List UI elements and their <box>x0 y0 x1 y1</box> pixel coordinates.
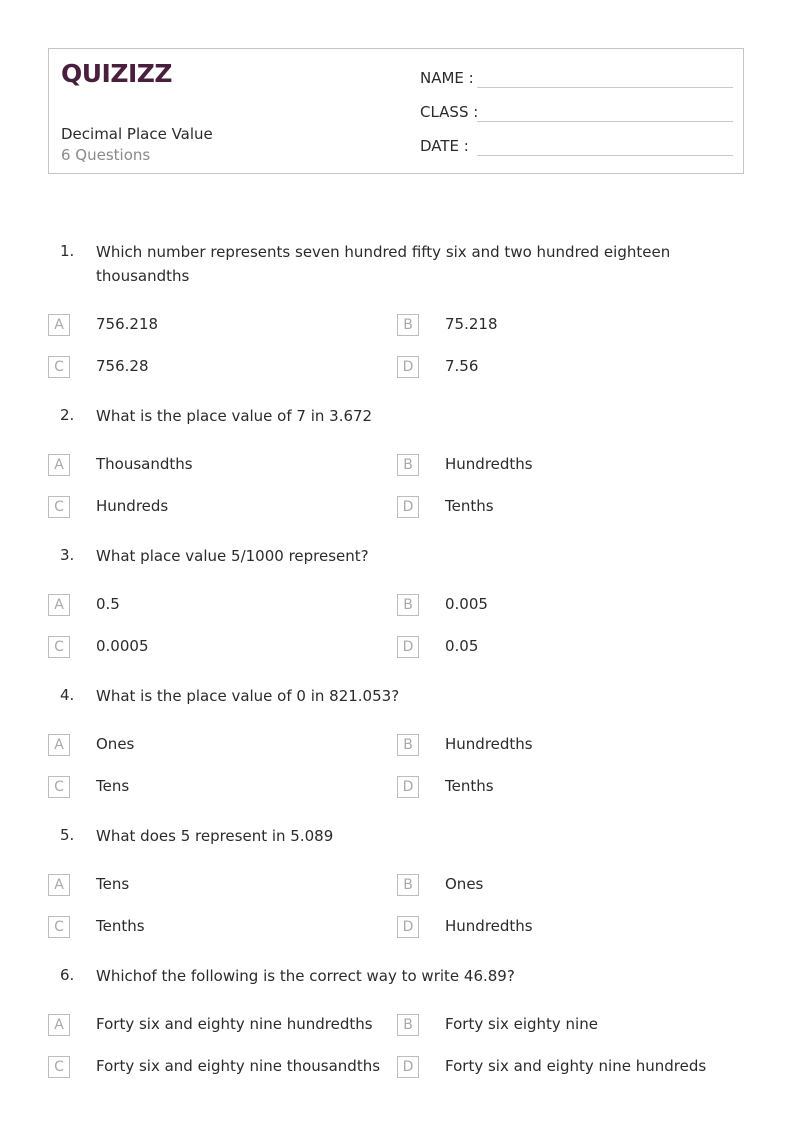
option-text: Hundreds <box>96 497 169 515</box>
option-letter-box: A <box>48 314 70 336</box>
option-letter-box: A <box>48 454 70 476</box>
option-text: Thousandths <box>96 455 193 473</box>
option-text: Hundredths <box>445 455 533 473</box>
option-text: Tens <box>96 875 130 893</box>
option-letter-box: B <box>397 874 419 896</box>
option-text: 7.56 <box>445 357 479 375</box>
option-text: Tenths <box>445 497 494 515</box>
question-count: 6 Questions <box>61 146 151 164</box>
date-line <box>477 155 733 156</box>
option-letter-box: C <box>48 356 70 378</box>
option-letter-box: B <box>397 734 419 756</box>
option-text: Tenths <box>96 917 145 935</box>
option-text: 0.5 <box>96 595 120 613</box>
option-text: Ones <box>96 735 135 753</box>
option-letter-box: A <box>48 734 70 756</box>
question-text: What place value 5/1000 represent? <box>96 547 369 565</box>
option-text: Forty six and eighty nine hundredths <box>96 1015 373 1033</box>
quizizz-logo: QUIZIZZ <box>61 59 173 88</box>
option-letter-box: D <box>397 356 419 378</box>
question-number: 3. <box>60 546 75 564</box>
question-text: What is the place value of 7 in 3.672 <box>96 407 373 425</box>
option-letter-box: D <box>397 776 419 798</box>
option-letter-box: D <box>397 636 419 658</box>
question-text: What is the place value of 0 in 821.053? <box>96 687 400 705</box>
question-text: What does 5 represent in 5.089 <box>96 827 334 845</box>
option-text: Hundredths <box>445 917 533 935</box>
class-label: CLASS : <box>420 103 479 121</box>
option-letter-box: C <box>48 776 70 798</box>
name-field <box>420 69 474 87</box>
option-letter-box: A <box>48 874 70 896</box>
question-number: 4. <box>60 686 75 704</box>
class-line <box>477 121 733 122</box>
option-text: Hundredths <box>445 735 533 753</box>
option-text: Ones <box>445 875 484 893</box>
option-letter-box: A <box>48 1014 70 1036</box>
option-text: 0.005 <box>445 595 488 613</box>
option-text: 75.218 <box>445 315 498 333</box>
question-number: 6. <box>60 966 75 984</box>
worksheet-title: Decimal Place Value <box>61 125 213 143</box>
option-letter-box: A <box>48 594 70 616</box>
question-text: Whichof the following is the correct way to write 46.89? <box>96 967 515 985</box>
option-letter-box: D <box>397 916 419 938</box>
option-letter-box: B <box>397 594 419 616</box>
option-letter-box: D <box>397 1056 419 1078</box>
name-line <box>477 87 733 88</box>
question-text: Which number represents seven hundred fifty six and two hundred eighteen thousandths <box>96 243 671 285</box>
option-letter-box: B <box>397 314 419 336</box>
option-letter-box: D <box>397 496 419 518</box>
option-text: Tenths <box>445 777 494 795</box>
option-text: Forty six eighty nine <box>445 1015 598 1033</box>
worksheet-header <box>48 48 744 174</box>
option-text: Forty six and eighty nine thousandths <box>96 1057 381 1075</box>
option-letter-box: C <box>48 636 70 658</box>
option-text: Tens <box>96 777 130 795</box>
question-number: 1. <box>60 242 75 260</box>
option-text: 756.218 <box>96 315 159 333</box>
option-letter-box: C <box>48 916 70 938</box>
option-text: 756.28 <box>96 357 149 375</box>
option-letter-box: C <box>48 496 70 518</box>
question-number: 2. <box>60 406 75 424</box>
option-letter-box: C <box>48 1056 70 1078</box>
date-field <box>420 137 469 155</box>
question-number: 5. <box>60 826 75 844</box>
date-label: DATE : <box>420 137 469 155</box>
class-field <box>420 103 478 121</box>
option-text: 0.0005 <box>96 637 149 655</box>
option-text: Forty six and eighty nine hundreds <box>445 1057 707 1075</box>
name-label: NAME : <box>420 69 474 87</box>
option-letter-box: B <box>397 1014 419 1036</box>
option-text: 0.05 <box>445 637 479 655</box>
option-letter-box: B <box>397 454 419 476</box>
